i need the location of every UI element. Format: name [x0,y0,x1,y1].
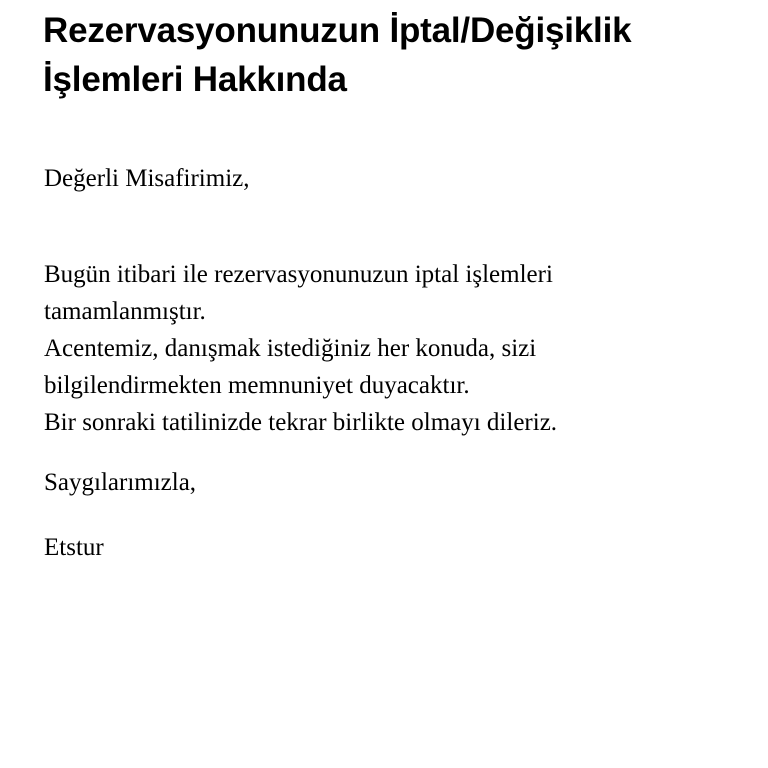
signature [44,529,104,566]
greeting [44,160,250,197]
signature-text: Etstur [44,534,104,561]
title-line-subject-end: İşlemleri Hakkında [43,60,347,99]
closing [44,464,196,501]
greeting-text: Değerli Misafirimiz, [44,165,250,192]
body-line: tamamlanmıştır. [44,298,206,325]
message-body [44,256,557,441]
body-line: Bir sonraki tatilinizde tekrar birlikte olmayı dileriz. [44,409,558,436]
body-line: Acentemiz, danışmak istediğiniz her konuda, sizi [44,335,537,362]
email-title [43,0,631,104]
closing-text: Saygılarımızla, [44,469,197,496]
body-line: Bugün itibari ile rezervasyonunuzun iptal işlemleri [44,261,553,288]
title-line-subject: Rezervasyonunuzun İptal/Değişiklik [43,11,632,50]
body-line: bilgilendirmekten memnuniyet duyacaktır. [44,372,470,399]
